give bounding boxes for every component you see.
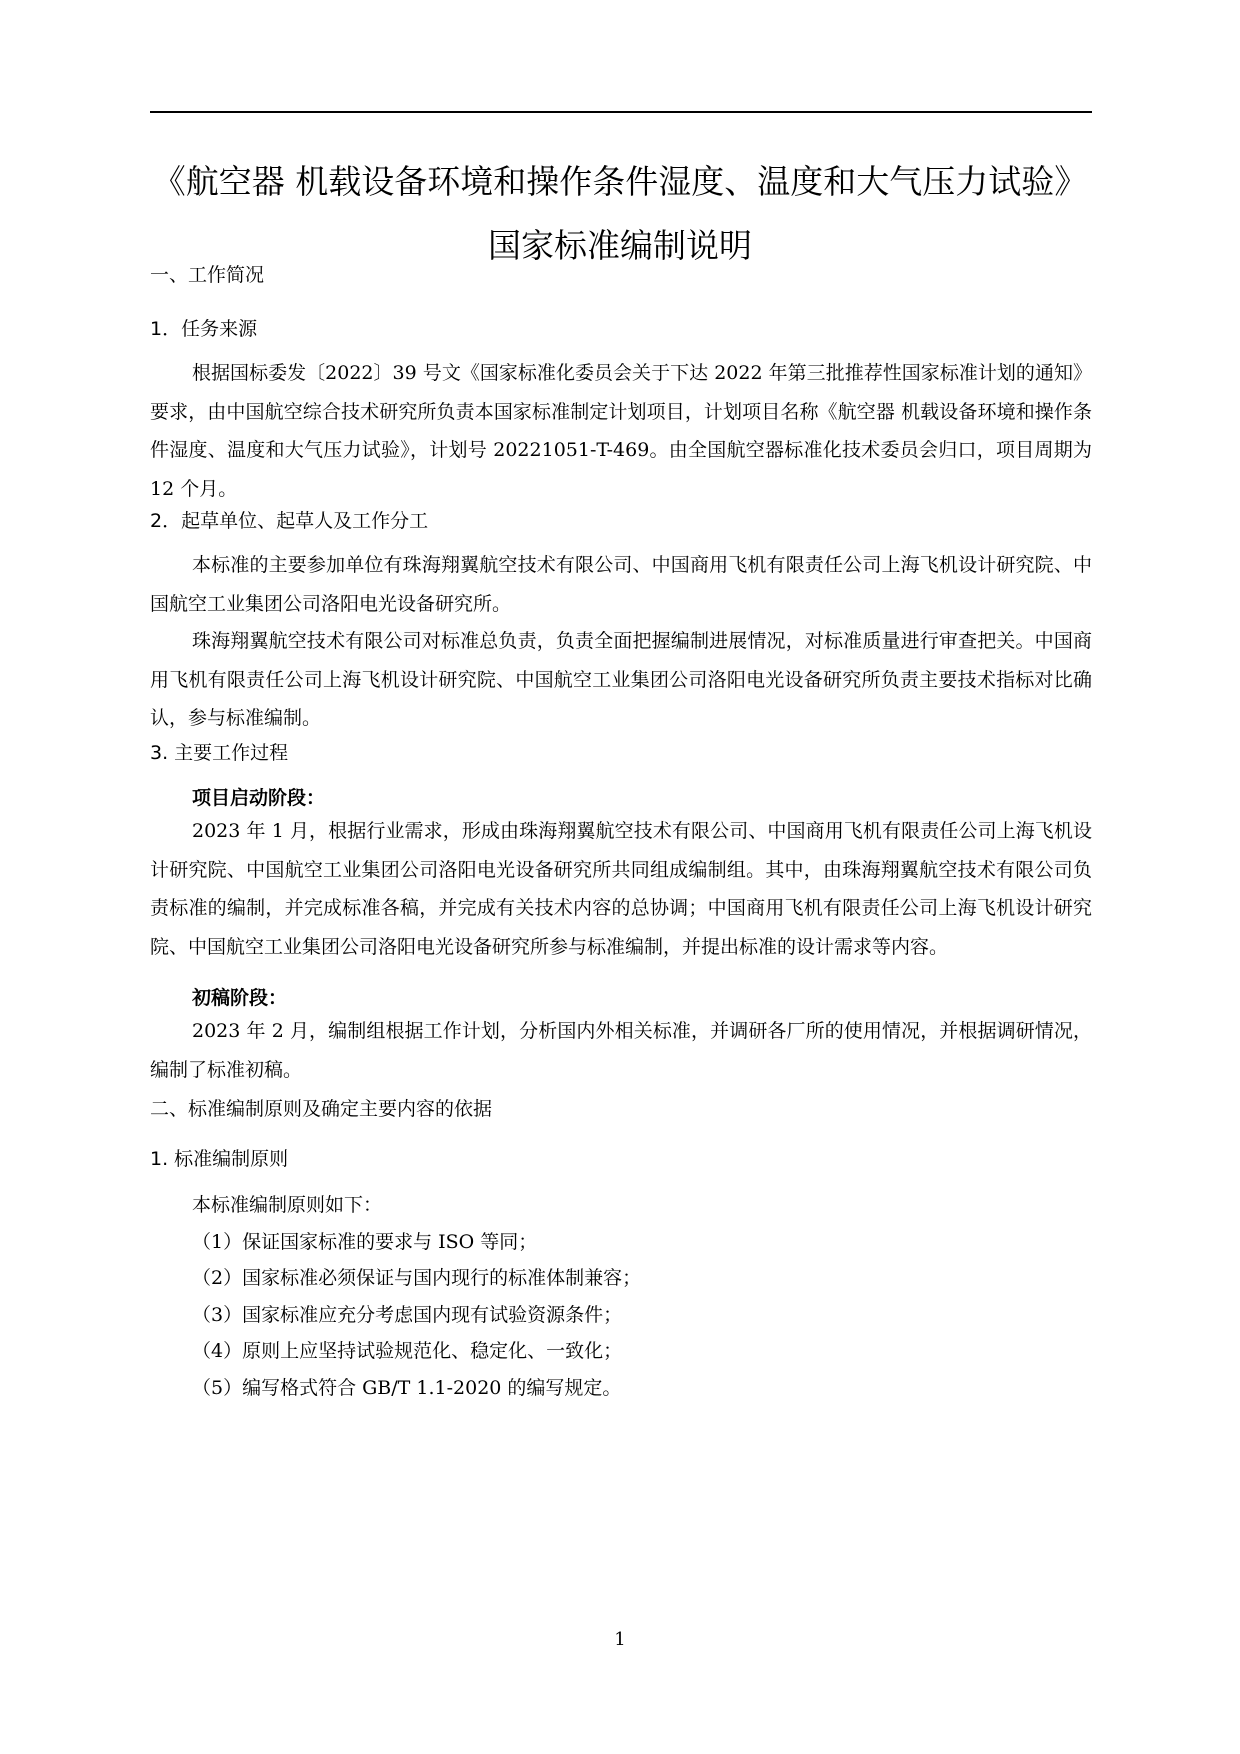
- section-1-2-paragraph-1: 本标准的主要参加单位有珠海翔翼航空技术有限公司、中国商用飞机有限责任公司上海飞机设计研究院、中国航空工业集团公司洛阳电光设备研究所。: [150, 554, 1092, 615]
- section-1-1-paragraph: 根据国标委发〔2022〕39 号文《国家标准化委员会关于下达 2022 年第三批推荐性国家标准计划的通知》要求，由中国航空综合技术研究所负责本国家标准制定计划项目，计划项目名称《航空器 机载设备环境和操作条件湿度、温度和大气压力试验》，计划号 20221051-T-469。由全国航空器标准化技术委员会归口，项目周期为 12 个月。: [150, 362, 1092, 500]
- section-1-1-heading: 1．任务来源: [150, 318, 258, 340]
- principle-item: （4）原则上应坚持试验规范化、稳定化、一致化；: [192, 1340, 623, 1362]
- document-title: 《航空器 机载设备环境和操作条件湿度、温度和大气压力试验》: [152, 162, 1088, 201]
- phase-2-label: 初稿阶段：: [192, 987, 288, 1009]
- document-subtitle: 国家标准编制说明: [488, 226, 752, 265]
- phase-1-label: 项目启动阶段：: [192, 787, 326, 809]
- section-1-2-paragraph-2: 珠海翔翼航空技术有限公司对标准总负责，负责全面把握编制进展情况，对标准质量进行审查把关。中国商用飞机有限责任公司上海飞机设计研究院、中国航空工业集团公司洛阳电光设备研究所负责主要技术指标对比确认，参与标准编制。: [150, 630, 1092, 729]
- phase-1-paragraph: 2023 年 1 月，根据行业需求，形成由珠海翔翼航空技术有限公司、中国商用飞机有限责任公司上海飞机设计研究院、中国航空工业集团公司洛阳电光设备研究所共同组成编制组。其中，由珠海翔翼航空技术有限公司负责标准的编制，并完成标准各稿，并完成有关技术内容的总协调；中国商用飞机有限责任公司上海飞机设计研究院、中国航空工业集团公司洛阳电光设备研究所参与标准编制，并提出标准的设计需求等内容。: [150, 820, 1092, 958]
- page-number: 1: [614, 1629, 626, 1650]
- section-1-3-heading: 3. 主要工作过程: [150, 742, 289, 764]
- section-2-1-heading: 1. 标准编制原则: [150, 1148, 289, 1170]
- section-1-2-heading: 2．起草单位、起草人及工作分工: [150, 510, 429, 532]
- principle-item: （5）编写格式符合 GB/T 1.1-2020 的编写规定。: [192, 1377, 622, 1399]
- section-2-heading: 二、标准编制原则及确定主要内容的依据: [150, 1098, 493, 1120]
- phase-2-paragraph: 2023 年 2 月，编制组根据工作计划，分析国内外相关标准，并调研各厂所的使用情况，并根据调研情况，编制了标准初稿。: [150, 1020, 1092, 1081]
- principle-item: （1）保证国家标准的要求与 ISO 等同；: [192, 1231, 538, 1253]
- principle-item: （2）国家标准必须保证与国内现行的标准体制兼容；: [192, 1267, 642, 1289]
- section-1-heading: 一、工作简况: [150, 264, 265, 286]
- header-rule: [150, 111, 1092, 113]
- principles-intro: 本标准编制原则如下：: [192, 1194, 383, 1216]
- principle-item: （3）国家标准应充分考虑国内现有试验资源条件；: [192, 1304, 623, 1326]
